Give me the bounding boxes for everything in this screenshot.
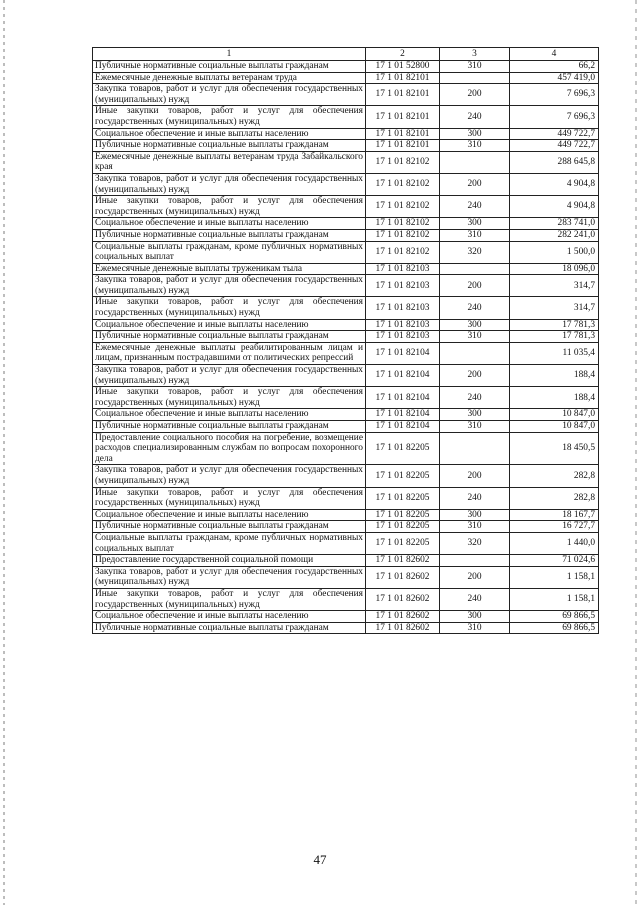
- row-code: 17 1 01 82103: [366, 263, 440, 275]
- row-name: Закупка товаров, работ и услуг для обеспечения государственных (муниципальных) нужд: [93, 84, 366, 106]
- row-expense-type: 320: [440, 241, 510, 263]
- row-name: Публичные нормативные социальные выплаты гражданам: [93, 61, 366, 73]
- row-amount: 11 035,4: [510, 342, 599, 364]
- row-code: 17 1 01 82101: [366, 72, 440, 84]
- table-row: [93, 275, 599, 297]
- row-name: Иные закупки товаров, работ и услуг для обеспечения государственных (муниципальных) нужд: [93, 297, 366, 319]
- row-code: 17 1 01 82103: [366, 297, 440, 319]
- table-row: [93, 140, 599, 152]
- row-name: Публичные нормативные социальные выплаты гражданам: [93, 521, 366, 533]
- table-row: [93, 387, 599, 409]
- row-amount: 314,7: [510, 297, 599, 319]
- row-code: 17 1 01 82102: [366, 151, 440, 173]
- row-expense-type: [440, 151, 510, 173]
- row-expense-type: 310: [440, 421, 510, 433]
- row-amount: 4 904,8: [510, 196, 599, 218]
- header-col-4: 4: [510, 48, 599, 61]
- row-amount: 18 450,5: [510, 432, 599, 465]
- row-code: 17 1 01 82102: [366, 241, 440, 263]
- row-code: 17 1 01 82101: [366, 128, 440, 140]
- row-name: Закупка товаров, работ и услуг для обеспечения государственных (муниципальных) нужд: [93, 275, 366, 297]
- row-name: Иные закупки товаров, работ и услуг для обеспечения государственных (муниципальных) нужд: [93, 387, 366, 409]
- row-expense-type: 300: [440, 218, 510, 230]
- table-row: [93, 319, 599, 331]
- row-code: 17 1 01 82205: [366, 487, 440, 509]
- row-expense-type: 200: [440, 465, 510, 487]
- row-name: Ежемесячные денежные выплаты ветеранам труда: [93, 72, 366, 84]
- table-row: [93, 487, 599, 509]
- row-expense-type: [440, 342, 510, 364]
- page-number: 47: [313, 852, 327, 867]
- row-amount: 71 024,6: [510, 555, 599, 567]
- row-name: Закупка товаров, работ и услуг для обеспечения государственных (муниципальных) нужд: [93, 365, 366, 387]
- row-amount: 288 645,8: [510, 151, 599, 173]
- row-code: 17 1 01 82101: [366, 84, 440, 106]
- row-expense-type: 300: [440, 319, 510, 331]
- row-amount: 1 440,0: [510, 532, 599, 554]
- table-row: [93, 432, 599, 465]
- row-code: 17 1 01 82602: [366, 555, 440, 567]
- table-row: [93, 84, 599, 106]
- row-expense-type: [440, 432, 510, 465]
- row-code: 17 1 01 82602: [366, 611, 440, 623]
- row-code: 17 1 01 82103: [366, 331, 440, 343]
- row-name: Публичные нормативные социальные выплаты гражданам: [93, 229, 366, 241]
- scan-edge-left: [3, 0, 5, 905]
- row-expense-type: 240: [440, 106, 510, 128]
- row-expense-type: 300: [440, 509, 510, 521]
- row-code: 17 1 01 82103: [366, 275, 440, 297]
- table-row: [93, 342, 599, 364]
- row-name: Публичные нормативные социальные выплаты гражданам: [93, 622, 366, 634]
- row-expense-type: 200: [440, 173, 510, 195]
- row-code: 17 1 01 52800: [366, 61, 440, 73]
- row-amount: 16 727,7: [510, 521, 599, 533]
- row-expense-type: [440, 263, 510, 275]
- row-expense-type: [440, 555, 510, 567]
- row-name: Социальное обеспечение и иные выплаты населению: [93, 128, 366, 140]
- table-row: [93, 297, 599, 319]
- row-name: Предоставление социального пособия на погребение, возмещение расходов специализированным службам по вопросам похоронного дела: [93, 432, 366, 465]
- row-amount: 66,2: [510, 61, 599, 73]
- table-row: [93, 421, 599, 433]
- row-code: 17 1 01 82602: [366, 622, 440, 634]
- budget-table: [92, 47, 599, 634]
- table-row: [93, 229, 599, 241]
- table-row: [93, 241, 599, 263]
- header-col-2: 2: [366, 48, 440, 61]
- row-code: 17 1 01 82101: [366, 140, 440, 152]
- table-row: [93, 532, 599, 554]
- row-expense-type: 240: [440, 196, 510, 218]
- row-expense-type: 240: [440, 297, 510, 319]
- row-expense-type: 240: [440, 487, 510, 509]
- row-expense-type: 300: [440, 128, 510, 140]
- row-amount: 314,7: [510, 275, 599, 297]
- row-expense-type: 240: [440, 387, 510, 409]
- row-code: 17 1 01 82205: [366, 432, 440, 465]
- row-amount: 282,8: [510, 465, 599, 487]
- row-code: 17 1 01 82102: [366, 196, 440, 218]
- table-row: [93, 331, 599, 343]
- row-amount: 282 241,0: [510, 229, 599, 241]
- row-amount: 69 866,5: [510, 611, 599, 623]
- row-code: 17 1 01 82104: [366, 421, 440, 433]
- row-name: Иные закупки товаров, работ и услуг для обеспечения государственных (муниципальных) нужд: [93, 487, 366, 509]
- row-amount: 18 096,0: [510, 263, 599, 275]
- row-amount: 457 419,0: [510, 72, 599, 84]
- row-expense-type: 320: [440, 532, 510, 554]
- table-row: [93, 263, 599, 275]
- row-name: Социальное обеспечение и иные выплаты населению: [93, 319, 366, 331]
- row-code: 17 1 01 82102: [366, 229, 440, 241]
- table-row: [93, 509, 599, 521]
- table-row: [93, 151, 599, 173]
- row-code: 17 1 01 82101: [366, 106, 440, 128]
- budget-table-body: [93, 48, 599, 634]
- table-row: [93, 588, 599, 610]
- row-name: Публичные нормативные социальные выплаты гражданам: [93, 331, 366, 343]
- row-name: Закупка товаров, работ и услуг для обеспечения государственных (муниципальных) нужд: [93, 566, 366, 588]
- table-row: [93, 196, 599, 218]
- row-code: 17 1 01 82102: [366, 218, 440, 230]
- row-name: Социальное обеспечение и иные выплаты населению: [93, 218, 366, 230]
- row-name: Иные закупки товаров, работ и услуг для обеспечения государственных (муниципальных) нужд: [93, 588, 366, 610]
- row-expense-type: [440, 72, 510, 84]
- row-name: Иные закупки товаров, работ и услуг для обеспечения государственных (муниципальных) нужд: [93, 106, 366, 128]
- row-name: Иные закупки товаров, работ и услуг для обеспечения государственных (муниципальных) нужд: [93, 196, 366, 218]
- row-amount: 1 158,1: [510, 566, 599, 588]
- row-amount: 7 696,3: [510, 106, 599, 128]
- row-name: Закупка товаров, работ и услуг для обеспечения государственных (муниципальных) нужд: [93, 465, 366, 487]
- table-row: [93, 106, 599, 128]
- row-amount: 188,4: [510, 365, 599, 387]
- row-name: Социальное обеспечение и иные выплаты населению: [93, 509, 366, 521]
- scan-edge-right: [635, 0, 637, 905]
- row-code: 17 1 01 82104: [366, 365, 440, 387]
- row-expense-type: 300: [440, 611, 510, 623]
- table-row: [93, 611, 599, 623]
- row-code: 17 1 01 82104: [366, 409, 440, 421]
- row-name: Социальные выплаты гражданам, кроме публичных нормативных социальных выплат: [93, 532, 366, 554]
- table-row: [93, 521, 599, 533]
- row-expense-type: 200: [440, 566, 510, 588]
- row-name: Публичные нормативные социальные выплаты гражданам: [93, 140, 366, 152]
- table-row: [93, 465, 599, 487]
- row-expense-type: 310: [440, 229, 510, 241]
- row-amount: 188,4: [510, 387, 599, 409]
- row-name: Ежемесячные денежные выплаты труженикам тыла: [93, 263, 366, 275]
- header-row: [93, 48, 599, 61]
- row-name: Закупка товаров, работ и услуг для обеспечения государственных (муниципальных) нужд: [93, 173, 366, 195]
- row-amount: 449 722,7: [510, 140, 599, 152]
- row-expense-type: 200: [440, 275, 510, 297]
- row-amount: 449 722,7: [510, 128, 599, 140]
- row-name: Предоставление государственной социальной помощи: [93, 555, 366, 567]
- row-amount: 17 781,3: [510, 319, 599, 331]
- table-row: [93, 128, 599, 140]
- table-row: [93, 218, 599, 230]
- row-code: 17 1 01 82104: [366, 342, 440, 364]
- row-expense-type: 240: [440, 588, 510, 610]
- table-row: [93, 555, 599, 567]
- row-code: 17 1 01 82205: [366, 509, 440, 521]
- row-code: 17 1 01 82104: [366, 387, 440, 409]
- row-amount: 283 741,0: [510, 218, 599, 230]
- row-name: Социальное обеспечение и иные выплаты населению: [93, 409, 366, 421]
- row-code: 17 1 01 82205: [366, 521, 440, 533]
- header-col-3: 3: [440, 48, 510, 61]
- row-name: Социальное обеспечение и иные выплаты населению: [93, 611, 366, 623]
- row-amount: 1 158,1: [510, 588, 599, 610]
- table-row: [93, 566, 599, 588]
- row-code: 17 1 01 82602: [366, 588, 440, 610]
- row-code: 17 1 01 82205: [366, 465, 440, 487]
- row-code: 17 1 01 82102: [366, 173, 440, 195]
- row-expense-type: 310: [440, 331, 510, 343]
- table-row: [93, 61, 599, 73]
- row-expense-type: 310: [440, 61, 510, 73]
- row-code: 17 1 01 82103: [366, 319, 440, 331]
- row-amount: 1 500,0: [510, 241, 599, 263]
- table-row: [93, 622, 599, 634]
- row-amount: 18 167,7: [510, 509, 599, 521]
- row-code: 17 1 01 82205: [366, 532, 440, 554]
- row-name: Социальные выплаты гражданам, кроме публичных нормативных социальных выплат: [93, 241, 366, 263]
- row-code: 17 1 01 82602: [366, 566, 440, 588]
- row-amount: 4 904,8: [510, 173, 599, 195]
- row-expense-type: 310: [440, 521, 510, 533]
- row-expense-type: 300: [440, 409, 510, 421]
- table-row: [93, 72, 599, 84]
- row-expense-type: 310: [440, 622, 510, 634]
- table-row: [93, 409, 599, 421]
- row-name: Публичные нормативные социальные выплаты гражданам: [93, 421, 366, 433]
- row-amount: 282,8: [510, 487, 599, 509]
- row-amount: 10 847,0: [510, 421, 599, 433]
- row-amount: 7 696,3: [510, 84, 599, 106]
- row-expense-type: 310: [440, 140, 510, 152]
- row-expense-type: 200: [440, 365, 510, 387]
- table-row: [93, 365, 599, 387]
- row-expense-type: 200: [440, 84, 510, 106]
- row-amount: 10 847,0: [510, 409, 599, 421]
- row-name: Ежемесячные денежные выплаты реабилитированным лицам и лицам, признанным пострадавшими от политических репрессий: [93, 342, 366, 364]
- header-col-1: 1: [93, 48, 366, 61]
- table-row: [93, 173, 599, 195]
- row-name: Ежемесячные денежные выплаты ветеранам труда Забайкальского края: [93, 151, 366, 173]
- row-amount: 69 866,5: [510, 622, 599, 634]
- row-amount: 17 781,3: [510, 331, 599, 343]
